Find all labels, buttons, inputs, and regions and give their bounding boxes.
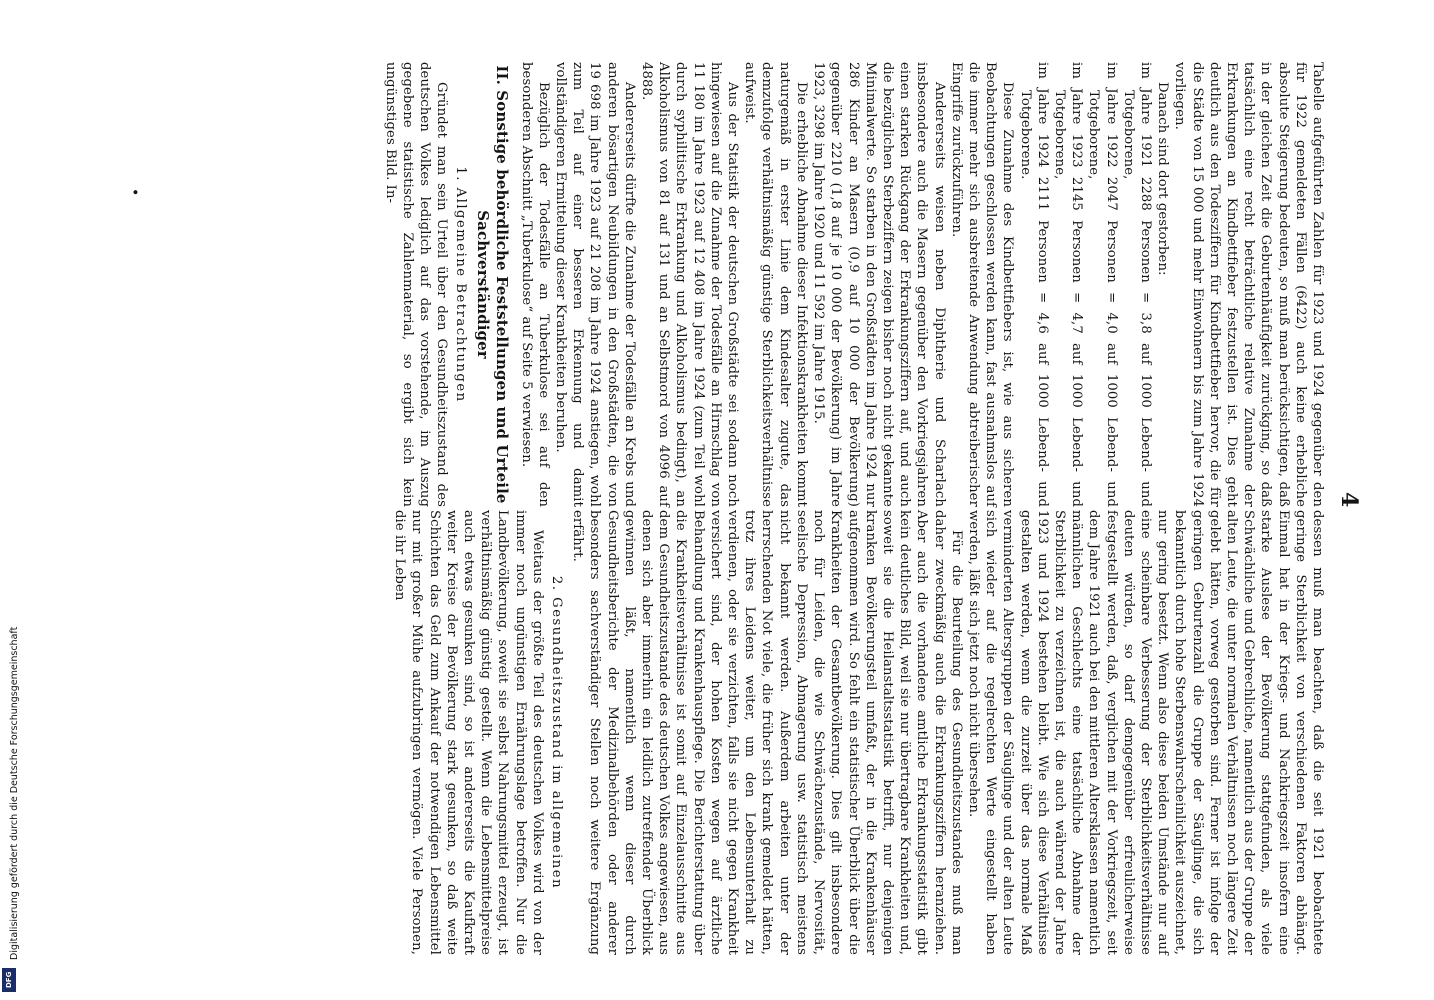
right-column — [146, 510, 1326, 955]
left-column — [146, 62, 1326, 507]
dfg-logo-icon: DFG — [2, 968, 16, 992]
list-item: im Jahre 1923 2145 Personen = 4,7 auf 1000 Lebend- und Totgeborene, — [1051, 62, 1085, 507]
subsection-heading: 1. Allgemeine Betrachtungen — [453, 166, 469, 403]
credit-text: Digitalisierung gefördert durch die Deutsche Forschungsgemeinschaft — [9, 626, 20, 960]
list-item: im Jahre 1924 2111 Personen = 4,6 auf 1000 Lebend- und Totgeborene. — [1017, 62, 1050, 507]
page-number: 4 — [1336, 492, 1362, 508]
paragraph: Tabelle aufgeführten Zahlen für 1923 und 1924 gegenüber den für 1922 gemeldeten Fällen (6422) auch keine erhebliche absolute Steigerung bedeuten, so muß man berücksichtigen, daß in der gleichen Zeit die Geburtenhäufigkeit zurückging, so daß tatsächlich eine recht beträchtliche relative Zunahme der Erkrankungen an Kindbettfieber festzustellen ist. Dies geht deutlich aus den Todesziffern für Kindbettfieber hervor, die für die Städte von 15 000 und mehr Einwohnern bis zum Jahre 1924 vorliegen. — [1172, 62, 1325, 507]
paragraph: Bezüglich der Todesfälle an Tuberkulose sei auf den besonderen Abschnitt „Tuberkulose“ auf Seite 5 verwiesen. — [518, 62, 551, 507]
paragraph: Diese Zunahme des Kindbettfiebers ist, wie aus sicheren Beobachtungen geschlossen werden kann, fast ausnahmslos auf die immer mehr sich ausbreitende Anwendung abtreiberischer Eingriffe zurückzuführen. — [948, 62, 1016, 507]
paragraph: Gründet man sein Urteil über den Gesundheitszustand des deutschen Volkes lediglich auf das vorstehende, im Auszug gegebene statistische Zahlenmaterial, so ergibt sich kein ungünstiges Bild. In- — [382, 62, 450, 507]
subsection-heading: 2. Gesundheitszustand im allgemeinen — [549, 575, 565, 890]
paragraph: Andererseits dürfte die Zunahme der Todesfälle an Krebs und anderen bösartigen Neubildungen in den Großstädten, die von 19 698 im Jahre 1923 auf 21 208 im Jahre 1924 anstiegen, wohl zum Teil auf einer besseren Erkennung und damit vollständigeren Ermittelung dieser Krankheiten beruhen. — [553, 62, 637, 507]
section-heading: II. Sonstige behördliche Feststellungen und Urteile Sachverständiger — [474, 65, 512, 504]
paragraph: Weitaus der größte Teil des deutschen Volkes wird von der immer noch ungünstigen Ernährungslage betroffen. Nur die Landbevölkerung, soweit sie selbst Nahrungsmittel erzeugt, ist verhältnismäßig günstig gestellt. Wenn die Lebensmittelpreise auch etwas gesunken sind, so ist andererseits die Kaufkraft weiter Kreise der Bevölkerung stark gesunken, so daß weite Schichten das Geld zum Ankauf der notwendigen Lebensmittel nur mit großer Mühe aufzubringen vermögen. Viele Personen, die ihr Leben — [392, 510, 545, 955]
stray-dot: • — [126, 188, 142, 197]
margin-credit — [0, 0, 18, 1000]
list-item: im Jahre 1922 2047 Personen = 4,0 auf 1000 Lebend- und Totgeborene, — [1086, 62, 1119, 507]
paragraph: Die erhebliche Abnahme dieser Infektionskrankheiten kommt naturgemäß in erster Linie dem Kindesalter zugute, das demzufolge verhältnismäßig günstige Sterblichkeitsverhältnisse aufweist. — [742, 62, 809, 507]
paragraph: Aus der Statistik der deutschen Großstädte sei sodann noch hingewiesen auf die Zunahme der Todesfälle an Hirnschlag von 11 180 im Jahre 1923 auf 12 408 im Jahre 1924 (zum Teil wohl durch syphilitische Erkrankung und Alkoholismus bedingt), an Alkoholismus von 81 auf 131 und an Selbstmord von 4096 auf 4888. — [639, 62, 741, 507]
death-statistics-list — [1016, 62, 1154, 507]
paragraph: dessen muß man beachten, daß die seit 1921 beobachtete geringe Sterblichkeit von verschiedenen Faktoren abhängt. Einmal hat in der Kriegs- und Nachkriegszeit insofern eine starke Auslese der Bevölkerung stattgefunden, als viele Schwächliche und Gebrechliche, namentlich aus der Gruppe der alten Leute, die unter normalen Verhältnissen noch längere Zeit gelebt hätten, vorweg gestorben sind. Ferner ist infolge der geringen Geburtenzahl die Gruppe der Säuglinge, die sich bekanntlich durch hohe Sterbenswahrscheinlichkeit auszeichnet, nur gering besetzt. Wenn also diese beiden Umstände nur auf eine scheinbare Verbesserung der Sterblichkeitsverhältnisse deuten würden, so darf demgegenüber erfreulicherweise festgestellt werden, daß, verglichen mit der Vorkriegszeit, seit dem Jahre 1921 auch bei den mittleren Altersklassen namentlich männlichen Geschlechts eine tatsächliche Abnahme der Sterblichkeit zu verzeichnen ist, die auch während der Jahre 1923 und 1924 bestehen bleibt. Wie sich diese Verhältnisse gestalten werden, wenn die zurzeit über das normale Maß verminderten Altersgruppen der Säuglinge und der alten Leute sich wieder auf die regelrechten Werte eingestellt haben werden, läßt sich jetzt noch nicht übersehen. — [965, 510, 1325, 955]
paragraph: Danach sind dort gestorben: — [1155, 82, 1171, 276]
list-item: im Jahre 1921 2288 Personen = 3,8 auf 1000 Lebend- und Totgeborene, — [1120, 62, 1153, 507]
paragraph: Andererseits weisen neben Diphtherie und Scharlach insbesondere auch die Masern gegenüber den Vorkriegsjahren einen starken Rückgang der Erkrankungsziffern auf, und auch die bezüglichen Sterbeziffern zeigen bisher noch nicht gekannte Minimalwerte. So starben in den Großstädten im Jahre 1924 nur 286 Kinder an Masern (0,9 auf 10 000 der Bevölkerung) gegenüber 2210 (1,8 auf je 10 000 der Bevölkerung) im Jahre 1923, 3298 im Jahre 1920 und 11 592 im Jahre 1915. — [811, 62, 947, 507]
paragraph: Für die Beurteilung des Gesundheitszustandes muß man daher zweckmäßig auch die Erkrankungsziffern heranziehen. Aber auch die vorhandene amtliche Erkrankungsstatistik gibt kein deutliches Bild, weil sie nur übertragbare Krankheiten und, soweit sie die Heilanstaltsstatistik betrifft, nur denjenigen kranken Bevölkerungsteil umfaßt, der in die Krankenhäuser aufgenommen wird. So fehlt ein statistischer Überblick über die Krankheiten der Gesamtbevölkerung. Dies gilt insbesondere noch für Leiden, die wie Schwächezustände, Nervosität, seelische Depression, Abmagerung usw. statistisch meistens nicht bekannt werden. Außerdem arbeiten unter der herrschenden Not viele, die früher sich krank gemeldet hätten, trotz ihres Leidens weiter, um den Lebensunterhalt zu verdienen, oder sie verzichten, falls sie nicht gegen Krankheit versichert sind, der hohen Kosten wegen auf ärztliche Behandlung und Krankenhauspflege. Die Berichterstattung über die Krankheitsverhältnisse ist somit auf Einzelausschnitte aus dem Gesundheitszustande des deutschen Volkes angewiesen, aus denen sich aber immerhin ein leidlich zutreffender Überblick gewinnen läßt, namentlich wenn dieser durch Gesundheitsberichte der Medizinalbehörden oder anderer besonders sachverständiger Stellen noch weitere Ergänzung erfährt. — [570, 510, 964, 955]
